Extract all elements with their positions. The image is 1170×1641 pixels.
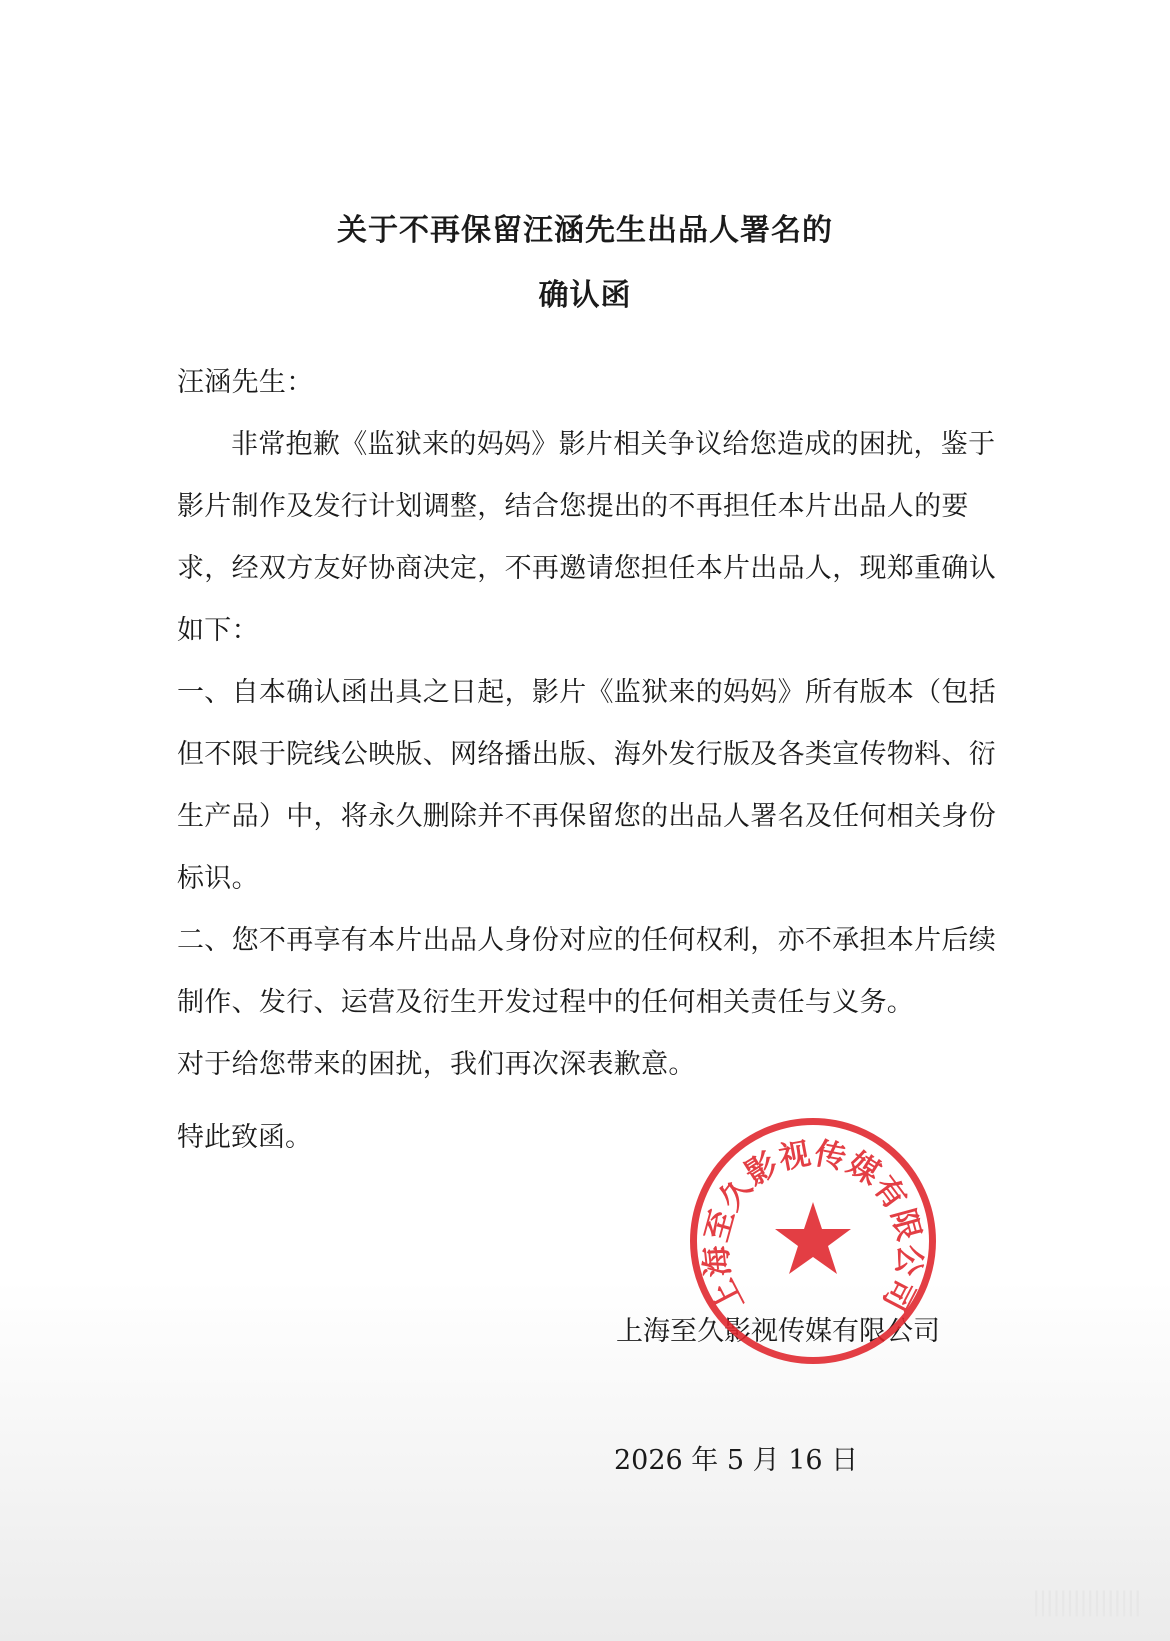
tiling-lines-icon: |||||||||||||||| (1031, 1587, 1140, 1617)
letter-title-line1: 关于不再保留汪涵先生出品人署名的 (337, 213, 833, 248)
salutation: 汪涵先生： (177, 367, 314, 398)
item-two: 二、您不再享有本片出品人身份对应的任何权利，亦不承担本片后续制作、发行、运营及衍生开发过程中的任何相关责任与义务。 (177, 925, 996, 1018)
closing-line: 特此致函。 (177, 1122, 312, 1153)
company-signature: 上海至久影视传媒有限公司 (616, 1316, 940, 1347)
letter-date: 2026 年 5 月 16 日 (614, 1445, 859, 1476)
letter-body (177, 352, 1007, 1096)
item-one: 一、自本确认函出具之日起，影片《监狱来的妈妈》所有版本（包括但不限于院线公映版、网络播出版、海外发行版及各类宣传物料、衍生产品）中，将永久删除并不再保留您的出品人署名及任何相关身份标识。 (177, 677, 996, 894)
letter-title-line2: 确认函 (538, 278, 632, 313)
paragraph-intro: 非常抱歉《监狱来的妈妈》影片相关争议给您造成的困扰，鉴于影片制作及发行计划调整，结合您提出的不再担任本片出品人的要求，经双方友好协商决定，不再邀请您担任本片出品人，现郑重确认如下： (177, 429, 996, 646)
seal-graphic (690, 1118, 936, 1364)
star-icon (775, 1202, 851, 1274)
seal-text: 上海至久影视传媒有限公司 (697, 1135, 929, 1318)
company-seal (690, 1118, 936, 1364)
apology-line: 对于给您带来的困扰，我们再次深表歉意。 (177, 1049, 696, 1080)
